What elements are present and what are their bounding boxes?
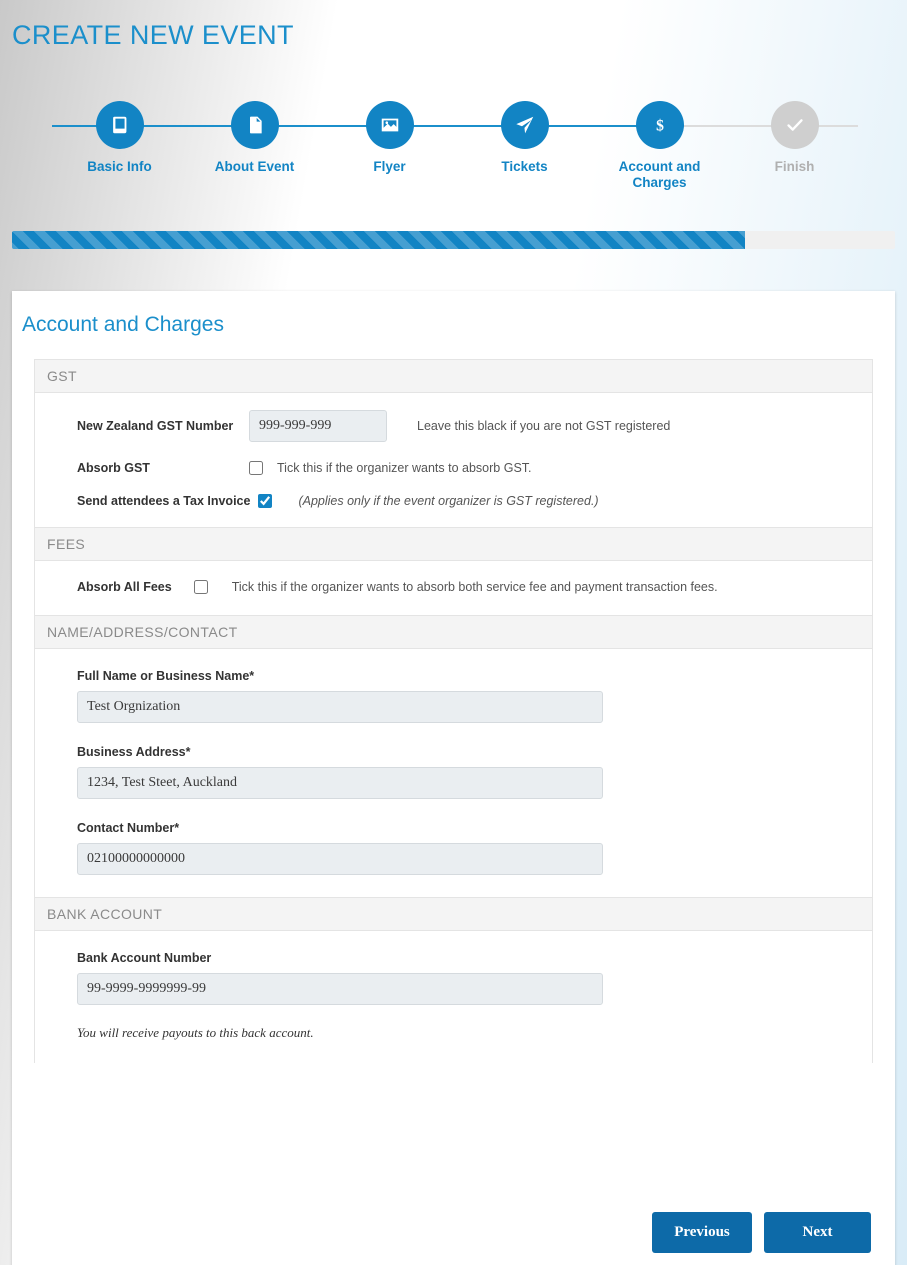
step-label: Finish <box>774 159 815 174</box>
full-name-label: Full Name or Business Name* <box>77 669 255 683</box>
business-address-label: Business Address* <box>77 745 191 759</box>
document-icon <box>231 101 279 149</box>
gst-number-row <box>35 405 872 447</box>
step-label: Flyer <box>373 159 406 174</box>
payout-note: You will receive payouts to this back account. <box>77 1025 314 1040</box>
section-heading: BANK ACCOUNT <box>35 898 872 931</box>
bank-account-field <box>35 945 872 1011</box>
absorb-fees-label: Absorb All Fees <box>77 580 172 594</box>
progress-bar <box>12 231 895 249</box>
account-and-charges-card <box>12 291 895 1265</box>
gst-number-label: New Zealand GST Number <box>77 419 234 433</box>
absorb-gst-hint: Tick this if the organizer wants to absorb GST. <box>277 461 532 475</box>
gst-number-input[interactable] <box>249 410 387 442</box>
absorb-fees-row <box>35 575 872 599</box>
section-fees <box>34 527 873 615</box>
wizard-buttons <box>652 1212 871 1253</box>
section-heading: GST <box>35 360 872 393</box>
step-about-event[interactable] <box>187 95 322 175</box>
bank-account-label: Bank Account Number <box>77 951 212 965</box>
book-icon <box>96 101 144 149</box>
section-heading: FEES <box>35 528 872 561</box>
dollar-icon <box>636 101 684 149</box>
contact-number-field <box>35 805 872 881</box>
step-label: Tickets <box>501 159 548 174</box>
tax-invoice-checkbox[interactable] <box>258 494 272 508</box>
step-flyer[interactable] <box>322 95 457 175</box>
page-title: CREATE NEW EVENT <box>12 20 294 50</box>
svg-text:$: $ <box>655 117 664 135</box>
step-account-and-charges[interactable] <box>592 95 727 191</box>
business-address-field <box>35 729 872 805</box>
step-finish[interactable] <box>727 95 862 175</box>
section-name-address-contact <box>34 615 873 897</box>
section-bank-account <box>34 897 873 1063</box>
full-name-input[interactable] <box>77 691 603 723</box>
card-title: Account and Charges <box>22 313 224 336</box>
previous-button[interactable]: Previous <box>652 1212 752 1253</box>
absorb-gst-label: Absorb GST <box>77 461 150 475</box>
absorb-gst-checkbox[interactable] <box>249 461 263 475</box>
tax-invoice-row <box>35 480 872 513</box>
absorb-fees-hint: Tick this if the organizer wants to absorb both service fee and payment transaction fees. <box>231 580 718 594</box>
progress-bar-fill <box>12 231 745 249</box>
bank-account-input[interactable] <box>77 973 603 1005</box>
full-name-field <box>35 663 872 729</box>
step-tickets[interactable] <box>457 95 592 175</box>
business-address-input[interactable] <box>77 767 603 799</box>
contact-number-label: Contact Number* <box>77 821 180 835</box>
step-label: Basic Info <box>87 159 152 174</box>
image-icon <box>366 101 414 149</box>
section-gst <box>34 359 873 527</box>
absorb-fees-checkbox[interactable] <box>194 580 208 594</box>
section-heading: NAME/ADDRESS/CONTACT <box>35 616 872 649</box>
check-icon <box>771 101 819 149</box>
tax-invoice-hint: (Applies only if the event organizer is GST registered.) <box>298 494 599 508</box>
progress-stepper <box>0 95 907 205</box>
tax-invoice-label: Send attendees a Tax Invoice <box>77 494 251 508</box>
send-icon <box>501 101 549 149</box>
absorb-gst-row <box>35 447 872 480</box>
step-basic-info[interactable] <box>52 95 187 175</box>
step-label: Account and Charges <box>618 159 701 190</box>
gst-number-hint: Leave this black if you are not GST registered <box>417 419 671 433</box>
contact-number-input[interactable] <box>77 843 603 875</box>
step-label: About Event <box>214 159 295 174</box>
next-button[interactable]: Next <box>764 1212 871 1253</box>
